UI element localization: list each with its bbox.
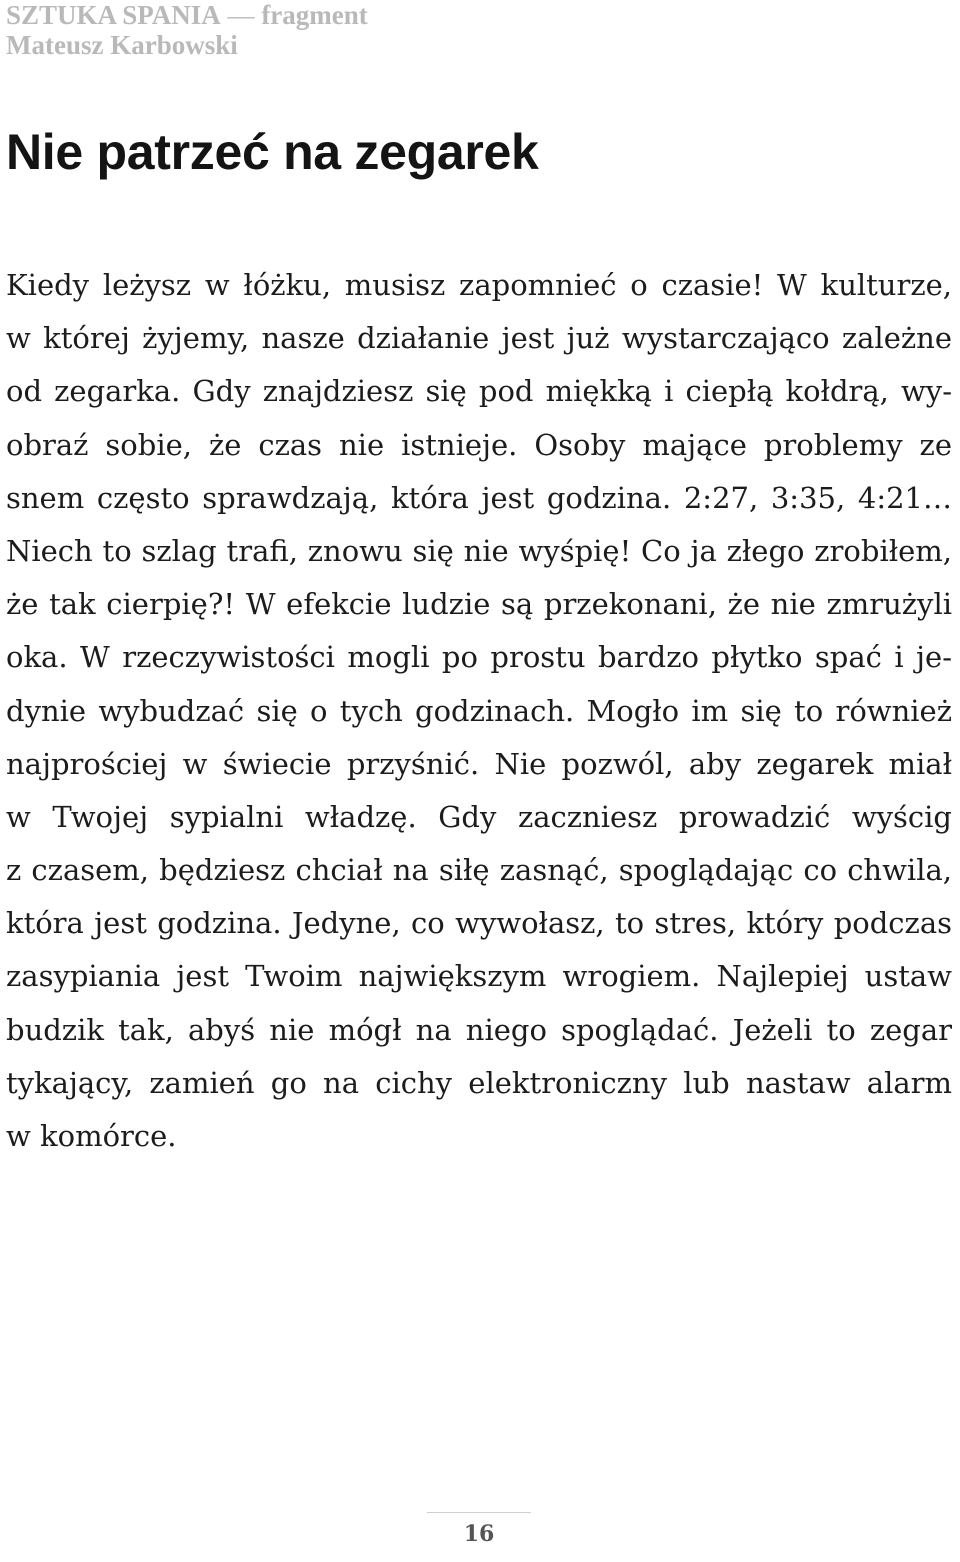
paragraph-line: od zegarka. Gdy znajdziesz się pod miękką i ciepłą kołdrą, wy-	[6, 374, 952, 409]
paragraph-line: zasypiania jest Twoim największym wrogiem. Najlepiej ustaw	[6, 959, 952, 994]
paragraph-line: w Twojej sypialni władzę. Gdy zaczniesz prowadzić wyścig	[6, 799, 952, 834]
paragraph-line: Kiedy leżysz w łóżku, musisz zapomnieć o czasie! W kulturze,	[6, 268, 952, 302]
paragraph-line: w komórce.	[6, 1119, 177, 1153]
paragraph-line: budzik tak, abyś nie mógł na niego spoglądać. Jeżeli to zegar	[6, 1012, 952, 1047]
series-title: SZTUKA SPANIA	[6, 0, 221, 30]
paragraph-line: najprościej w świecie przyśnić. Nie pozwól, aby zegarek miał	[6, 746, 952, 781]
paragraph-line: która jest godzina. Jedyne, co wywołasz, to stres, który podczas	[6, 906, 952, 941]
paragraph-line: w której żyjemy, nasze działanie jest już wystarczająco zależne	[6, 321, 952, 356]
section-title: Nie patrzeć na zegarek	[6, 124, 539, 180]
paragraph-line: oka. W rzeczywistości mogli po prostu bardzo płytko spać i je-	[6, 640, 952, 675]
paragraph-line: dynie wybudzać się o tych godzinach. Mogło im się to również	[6, 693, 952, 728]
header-title-line	[6, 0, 368, 30]
paragraph-line: że tak cierpię?! W efekcie ludzie są przekonani, że nie zmrużyli	[6, 587, 952, 622]
running-header	[6, 0, 368, 60]
footer-divider	[427, 1512, 531, 1513]
paragraph-line: tykający, zamień go na cichy elektroniczny lub nastaw alarm	[6, 1065, 952, 1100]
page-number: 16	[463, 1521, 495, 1547]
header-separator: —	[220, 0, 262, 30]
paragraph-line: Niech to szlag trafi, znowu się nie wyśpię! Co ja złego zrobiłem,	[6, 533, 952, 568]
paragraph-line: z czasem, będziesz chciał na siłę zasnąć, spoglądając co chwila,	[6, 853, 952, 888]
header-label: fragment	[261, 0, 368, 30]
paragraph-line: obraź sobie, że czas nie istnieje. Osoby mające problemy ze	[6, 427, 952, 462]
author-name: Mateusz Karbowski	[6, 30, 238, 60]
paragraph-line: snem często sprawdzają, która jest godzina. 2:27, 3:35, 4:21…	[6, 480, 952, 515]
body-paragraph	[6, 259, 952, 1163]
